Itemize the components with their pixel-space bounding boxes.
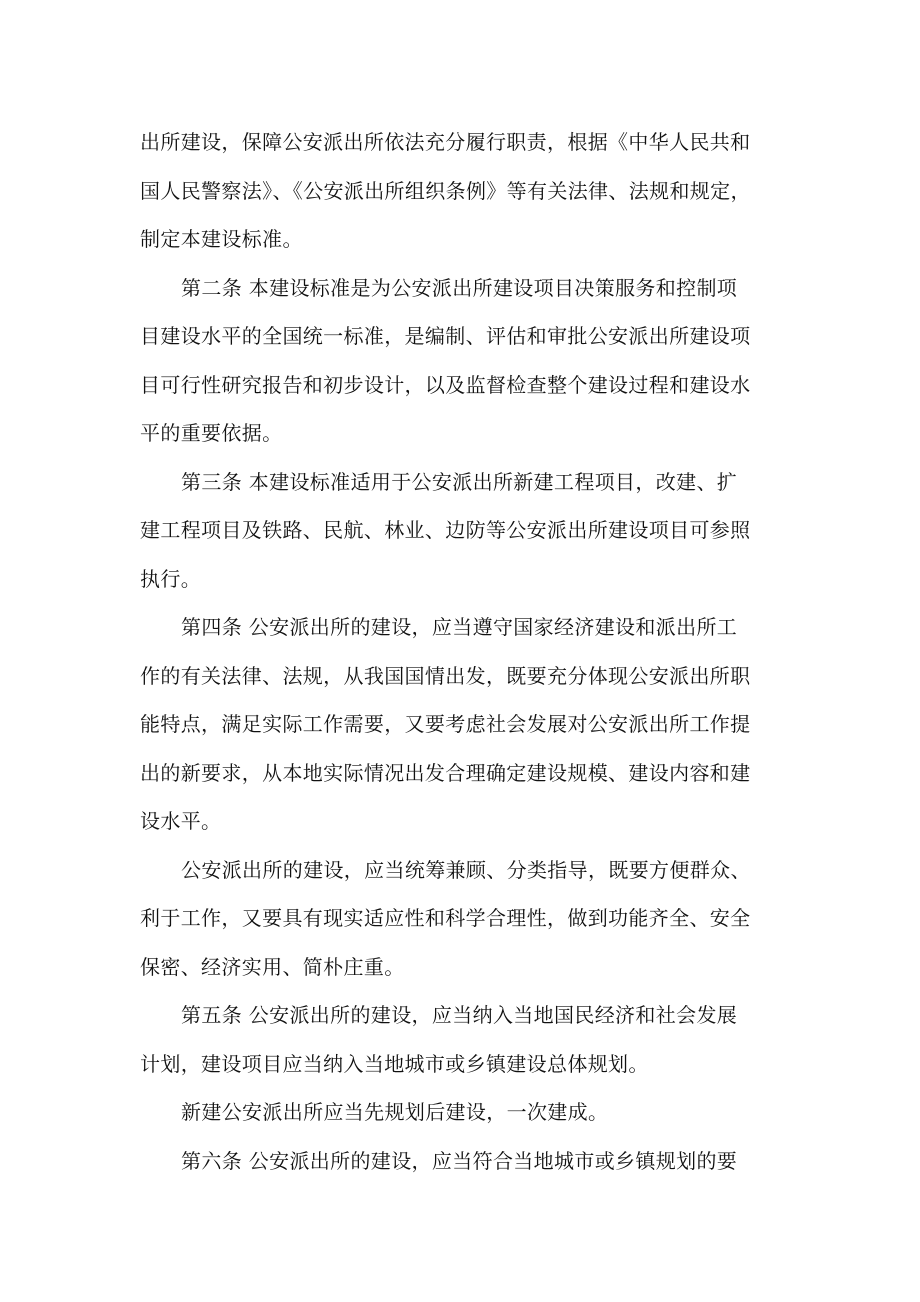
article-4-paragraph-2-line-3: 保密、经济实用、简朴庄重。 — [140, 954, 405, 979]
article-6-line-1: 第六条 公安派出所的建设，应当符合当地城市或乡镇规划的要 — [181, 1148, 738, 1173]
document-body — [140, 118, 780, 1185]
body-line-1: 出所建设，保障公安派出所依法充分履行职责，根据《中华人民共和 — [140, 130, 751, 154]
article-3-line-2: 建工程项目及铁路、民航、林业、边防等公安派出所建设项目可参照 — [140, 518, 751, 542]
article-4-line-2: 作的有关法律、法规，从我国国情出发，既要充分体现公安派出所职 — [140, 663, 751, 688]
article-4-line-5: 设水平。 — [140, 809, 222, 833]
article-4-line-1: 第四条 公安派出所的建设，应当遵守国家经济建设和派出所工 — [181, 615, 738, 639]
article-4-line-3: 能特点，满足实际工作需要，又要考虑社会发展对公安派出所工作提 — [140, 712, 751, 736]
article-2-line-3: 目可行性研究报告和初步设计，以及监督检查整个建设过程和建设水 — [140, 372, 751, 397]
article-5-line-1: 第五条 公安派出所的建设，应当纳入当地国民经济和社会发展 — [181, 1003, 738, 1027]
article-2-line-2: 目建设水平的全国统一标准，是编制、评估和审批公安派出所建设项 — [140, 324, 751, 348]
article-5-paragraph-2-line-1: 新建公安派出所应当先规划后建设，一次建成。 — [181, 1100, 609, 1124]
article-3-line-3: 执行。 — [140, 566, 202, 591]
article-3-line-1: 第三条 本建设标准适用于公安派出所新建工程项目，改建、扩 — [181, 469, 738, 494]
body-line-3: 制定本建设标准。 — [140, 227, 303, 251]
article-5-line-2: 计划，建设项目应当纳入当地城市或乡镇建设总体规划。 — [140, 1051, 649, 1076]
body-line-2: 国人民警察法》、《公安派出所组织条例》等有关法律、法规和规定， — [140, 178, 751, 203]
article-2-line-4: 平的重要依据。 — [140, 421, 283, 445]
article-2-line-1: 第二条 本建设标准是为公安派出所建设项目决策服务和控制项 — [181, 275, 738, 300]
article-4-paragraph-2-line-2: 利于工作，又要具有现实适应性和科学合理性，做到功能齐全、安全 — [140, 906, 751, 930]
article-4-paragraph-2-line-1: 公安派出所的建设，应当统筹兼顾、分类指导，既要方便群众、 — [181, 857, 751, 882]
article-4-line-4: 出的新要求，从本地实际情况出发合理确定建设规模、建设内容和建 — [140, 760, 751, 785]
